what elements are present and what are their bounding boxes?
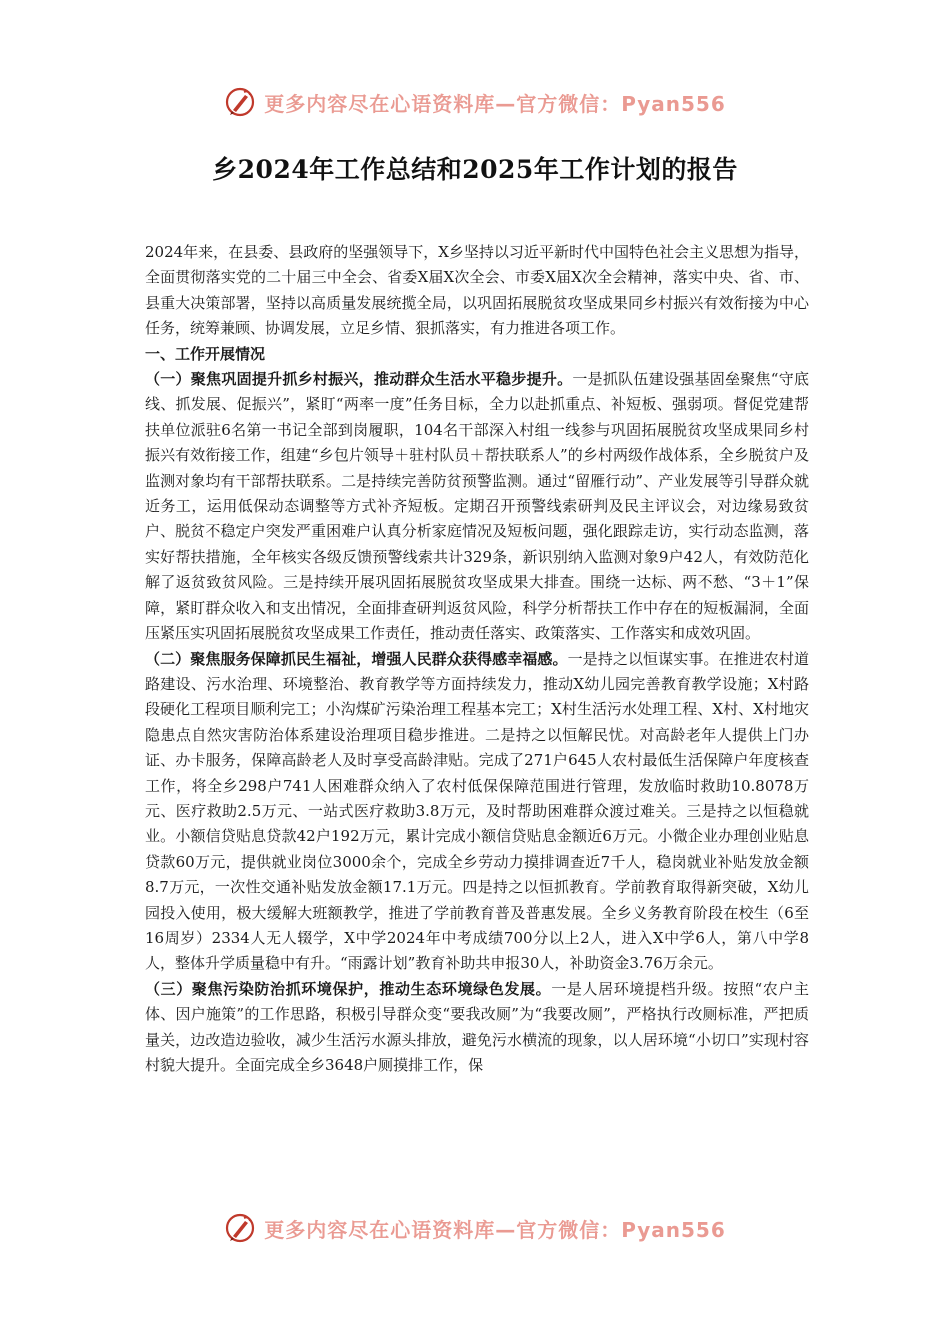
paragraph-text: 一是人居环境提档升级。按照“农户主体、因户施策”的工作思路，积极引导群众变“要我改厕”为“我要改厕”，严格执行改厕标准，严把质量关，边改造边验收，减少生活污水源头排放，避免污水横流的现象，以人居环境“小切口”实现村容村貌大提升。全面完成全乡3648户厕摸排工作，保	[145, 979, 809, 1074]
watermark-text: 更多内容尽在心语资料库—官方微信：Pyan556	[264, 1217, 726, 1242]
paragraph-lead: （一）聚焦巩固提升抓乡村振兴，推动群众生活水平稳步提升。	[145, 370, 573, 389]
watermark-header	[0, 84, 950, 120]
paragraph-2	[145, 647, 809, 977]
paragraph-text: 一是抓队伍建设强基固垒聚焦“守底线、抓发展、促振兴”，紧盯“两率一度”任务目标，全力以赴抓重点、补短板、强弱项。督促党建帮扶单位派驻6名第一书记全部到岗履职，104名干部深入村组一线参与巩固拓展脱贫攻坚成果同乡村振兴有效衔接工作，组建“乡包片领导＋驻村队员＋帮扶联系人”的乡村两级作战体系，全乡脱贫户及监测对象均有干部帮扶联系。二是持续完善防贫预警监测。通过“留雁行动”、产业发展等引导群众就近务工，运用低保动态调整等方式补齐短板。定期召开预警线索研判及民主评议会，对边缘易致贫户、脱贫不稳定户突发严重困难户认真分析家庭情况及短板问题，强化跟踪走访，实行动态监测，落实好帮扶措施，全年核实各级反馈预警线索共计329条，新识别纳入监测对象9户42人，有效防范化解了返贫致贫风险。三是持续开展巩固拓展脱贫攻坚成果大排查。围绕一达标、两不愁、“3＋1”保障，紧盯群众收入和支出情况，全面排查研判返贫风险，科学分析帮扶工作中存在的短板漏洞，全面压紧压实巩固拓展脱贫攻坚成果工作责任，推动责任落实、政策落实、工作落实和成效巩固。	[145, 370, 809, 643]
paragraph-lead: （三）聚焦污染防治抓环境保护，推动生态环境绿色发展。	[145, 979, 552, 998]
paragraph-1	[145, 367, 809, 646]
brush-pen-logo-icon	[224, 1212, 256, 1244]
watermark-text: 更多内容尽在心语资料库—官方微信：Pyan556	[264, 91, 726, 116]
document-title: 乡2024年工作总结和2025年工作计划的报告	[212, 155, 738, 184]
paragraph-lead: （二）聚焦服务保障抓民生福祉，增强人民群众获得感幸福感。	[145, 649, 568, 668]
intro-paragraph: 2024年来，在县委、县政府的坚强领导下，X乡坚持以习近平新时代中国特色社会主义思想为指导，全面贯彻落实党的二十届三中全会、省委X届X次全会、市委X届X次全会精神，落实中央、省、市、县重大决策部署，坚持以高质量发展统揽全局，以巩固拓展脱贫攻坚成果同乡村振兴有效衔接为中心任务，统筹兼顾、协调发展，立足乡情、狠抓落实，有力推进各项工作。	[145, 243, 809, 338]
section-heading: 一、工作开展情况	[145, 344, 266, 363]
brush-pen-logo-icon	[224, 86, 256, 118]
paragraph-text: 一是持之以恒谋实事。在推进农村道路建设、污水治理、环境整治、教育教学等方面持续发力，推动X幼儿园完善教育教学设施；X村路段硬化工程项目顺利完工；小沟煤矿污染治理工程基本完工；X村生活污水处理工程、X村、X村地灾隐患点自然灾害防治体系建设治理项目稳步推进。二是持之以恒解民忧。对高龄老年人提供上门办证、办卡服务，保障高龄老人及时享受高龄津贴。完成了271户645人农村最低生活保障户年度核查工作，将全乡298户741人困难群众纳入了农村低保保障范围进行管理，发放临时救助10.8078万元、医疗救助2.5万元、一站式医疗救助3.8万元，及时帮助困难群众渡过难关。三是持之以恒稳就业。小额信贷贴息贷款42户192万元，累计完成小额信贷贴息金额近6万元。小微企业办理创业贴息贷款60万元，提供就业岗位3000余个，完成全乡劳动力摸排调查近7千人，稳岗就业补贴发放金额8.7万元，一次性交通补贴发放金额17.1万元。四是持之以恒抓教育。学前教育取得新突破，X幼儿园投入使用，极大缓解大班额教学，推进了学前教育普及普惠发展。全乡义务教育阶段在校生（6至16周岁）2334人无人辍学，X中学2024年中考成绩700分以上2人，进入X中学6人，第八中学8人，整体升学质量稳中有升。“雨露计划”教育补助共申报30人，补助资金3.76万余元。	[145, 649, 809, 973]
watermark-footer	[0, 1210, 950, 1246]
paragraph-3	[145, 977, 809, 1079]
document-body	[145, 240, 809, 1078]
